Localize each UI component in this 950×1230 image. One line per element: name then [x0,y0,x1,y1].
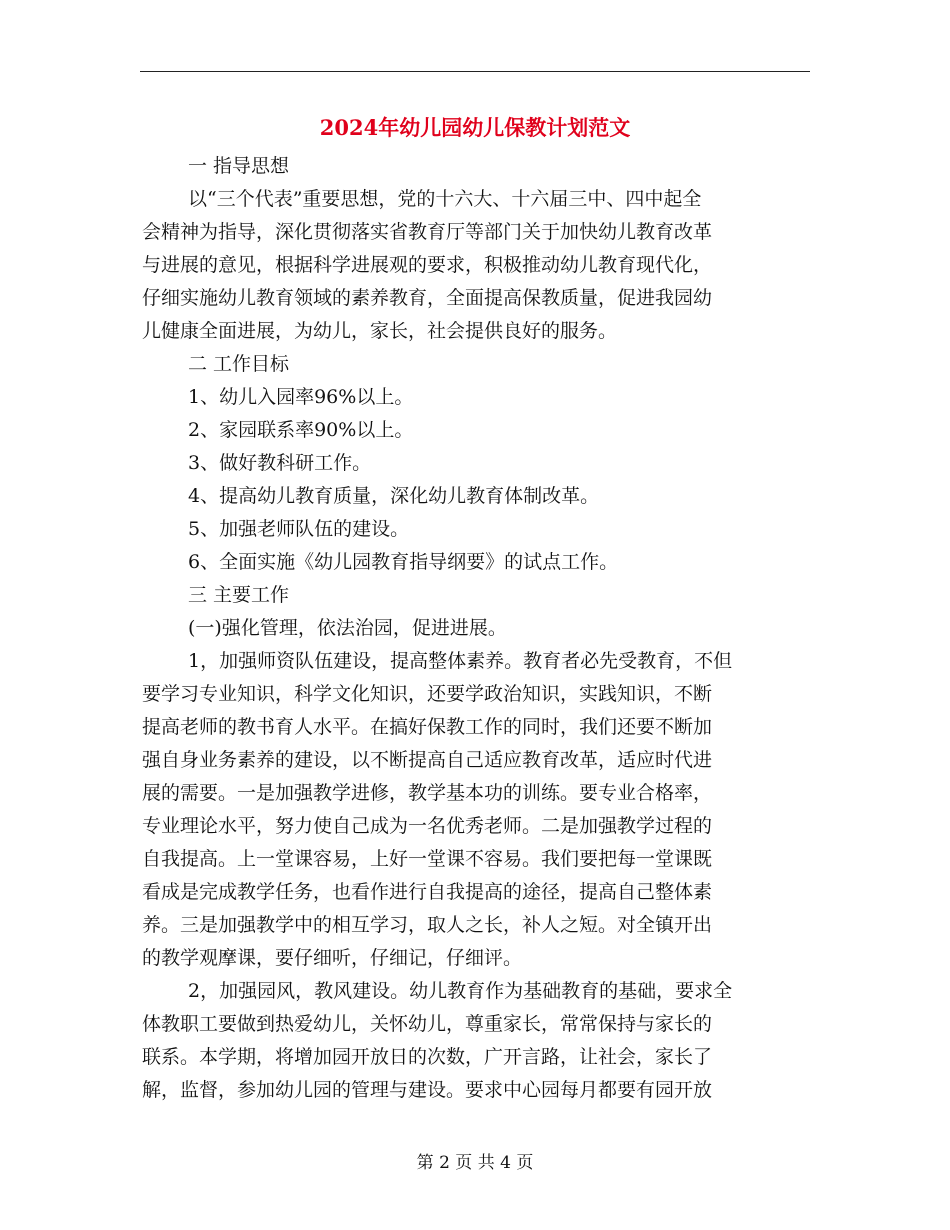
paragraph-line: 三 主要工作 [188,584,290,606]
document-body [142,150,810,1107]
paragraph-line: 2、家园联系率90%以上。 [188,419,414,441]
paragraph-line: 联系。本学期，将增加园开放日的次数，广开言路，让社会，家长了 [142,1046,713,1068]
paragraph-line: 2，加强园风，教风建设。幼儿教育作为基础教育的基础，要求全 [188,980,733,1002]
paragraph-line: 与进展的意见，根据科学进展观的要求，积极推动幼儿教育现代化， [142,254,713,276]
paragraph-line: 3、做好教科研工作。 [188,452,372,474]
document-title: 2024年幼儿园幼儿保教计划范文 [319,115,631,140]
paragraph-line: (一)强化管理，依法治园，促进进展。 [188,617,507,639]
paragraph-line: 解，监督，参加幼儿园的管理与建设。要求中心园每月都要有园开放 [142,1079,713,1101]
paragraph-line: 二 工作目标 [188,353,290,375]
paragraph-line: 提高老师的教书育人水平。在搞好保教工作的同时，我们还要不断加 [142,716,713,738]
paragraph-line: 体教职工要做到热爱幼儿，关怀幼儿，尊重家长，常常保持与家长的 [142,1013,713,1035]
header-rule [140,71,810,72]
paragraph-line: 以“三个代表”重要思想，党的十六大、十六届三中、四中起全 [188,188,702,210]
paragraph-line: 会精神为指导，深化贯彻落实省教育厅等部门关于加快幼儿教育改革 [142,221,713,243]
paragraph-line: 仔细实施幼儿教育领域的素养教育，全面提高保教质量，促进我园幼 [142,287,713,309]
paragraph-line: 强自身业务素养的建设，以不断提高自己适应教育改革，适应时代进 [142,749,713,771]
paragraph-line: 6、全面实施《幼儿园教育指导纲要》的试点工作。 [188,551,619,573]
paragraph-line: 看成是完成教学任务，也看作进行自我提高的途径，提高自己整体素 [142,881,713,903]
page-footer: 第 2 页 共 4 页 [416,1153,534,1173]
paragraph-line: 一 指导思想 [188,155,290,177]
paragraph-line: 展的需要。一是加强教学进修，教学基本功的训练。要专业合格率， [142,782,713,804]
paragraph-line: 1，加强师资队伍建设，提高整体素养。教育者必先受教育，不但 [188,650,733,672]
paragraph-line: 的教学观摩课，要仔细听，仔细记，仔细评。 [142,947,523,969]
paragraph-line: 1、幼儿入园率96%以上。 [188,386,414,408]
paragraph-line: 4、提高幼儿教育质量，深化幼儿教育体制改革。 [188,485,600,507]
paragraph-line: 自我提高。上一堂课容易，上好一堂课不容易。我们要把每一堂课既 [142,848,713,870]
paragraph-line: 专业理论水平，努力使自己成为一名优秀老师。二是加强教学过程的 [142,815,713,837]
paragraph-line: 养。三是加强教学中的相互学习，取人之长，补人之短。对全镇开出 [142,914,713,936]
paragraph-line: 要学习专业知识，科学文化知识，还要学政治知识，实践知识，不断 [142,683,713,705]
paragraph-line: 儿健康全面进展，为幼儿，家长，社会提供良好的服务。 [142,320,618,342]
paragraph-line: 5、加强老师队伍的建设。 [188,518,410,540]
